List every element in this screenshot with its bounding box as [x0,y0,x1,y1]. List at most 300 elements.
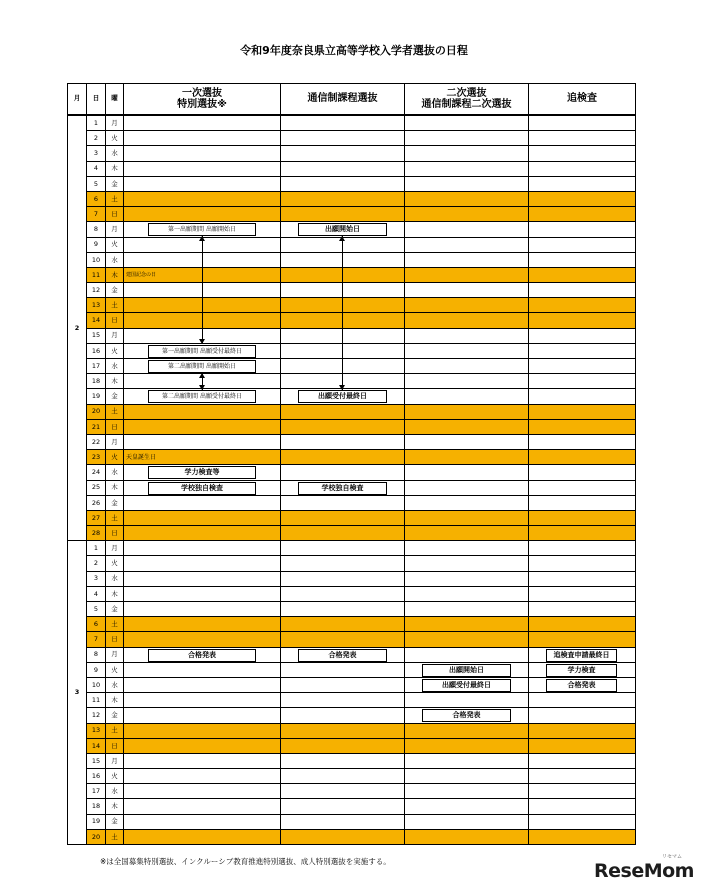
weekday-cell: 土 [106,191,124,206]
day-row [68,677,636,692]
event-cell [529,374,636,389]
event-cell [124,389,281,404]
event-cell [405,829,529,844]
header-second-selection [405,84,529,116]
event-cell [405,662,529,677]
schedule-table [67,83,636,845]
day-cell: 2 [87,556,106,571]
day-cell: 18 [87,374,106,389]
event-cell [405,313,529,328]
event-cell [529,207,636,222]
weekday-cell: 土 [106,510,124,525]
event-cell [405,434,529,449]
event-cell [405,404,529,419]
event-cell [405,146,529,161]
weekday-cell: 火 [106,450,124,465]
day-cell: 6 [87,617,106,632]
event-cell [124,131,281,146]
day-row [68,602,636,617]
header-row [68,84,636,116]
day-cell: 12 [87,708,106,723]
event-cell [124,176,281,191]
day-cell: 11 [87,693,106,708]
event-cell [529,389,636,404]
event-cell [281,632,405,647]
event-cell [281,814,405,829]
day-row [68,283,636,298]
event-cell [281,556,405,571]
event-cell [281,738,405,753]
event-cell [281,677,405,692]
weekday-cell: 木 [106,586,124,601]
event-cell [281,526,405,541]
header-first-selection-line1: 一次選抜 [182,87,222,99]
day-row [68,419,636,434]
event-box: 第一出願期間 出願開始日 [148,223,256,236]
event-cell [529,829,636,844]
event-cell [405,708,529,723]
event-cell [124,207,281,222]
event-cell [124,708,281,723]
header-second-selection-line1: 二次選抜 [446,87,487,99]
event-cell [281,799,405,814]
event-cell [405,769,529,784]
event-cell [124,434,281,449]
event-cell [281,115,405,131]
event-cell [405,556,529,571]
day-row [68,571,636,586]
event-cell [529,784,636,799]
event-box: 学力検査等 [148,466,256,479]
event-cell [281,191,405,206]
event-cell [529,222,636,237]
event-cell [124,480,281,495]
event-cell [405,632,529,647]
event-cell [281,571,405,586]
month-cell: 2 [68,115,87,541]
day-cell: 5 [87,176,106,191]
event-cell [529,404,636,419]
day-cell: 7 [87,207,106,222]
event-cell [124,571,281,586]
event-cell [124,541,281,556]
header-first-selection [124,84,281,116]
weekday-cell: 火 [106,662,124,677]
day-cell: 12 [87,283,106,298]
event-cell [124,510,281,525]
header-dow: 曜 [106,84,124,116]
event-cell [124,602,281,617]
day-row [68,343,636,358]
event-cell [124,586,281,601]
weekday-cell: 木 [106,799,124,814]
event-cell [529,343,636,358]
day-cell: 13 [87,723,106,738]
event-cell [281,161,405,176]
event-cell [124,647,281,662]
event-cell [281,465,405,480]
day-row [68,450,636,465]
day-cell: 6 [87,191,106,206]
day-row [68,632,636,647]
event-cell [124,799,281,814]
day-cell: 16 [87,343,106,358]
footnote: ※は全国募集特別選抜、インクルーシブ教育推進特別選抜、成人特別選抜を実施する。 [100,857,391,866]
event-cell [529,465,636,480]
day-row [68,434,636,449]
header-second-selection-line2: 通信制課程二次選抜 [421,99,512,110]
event-box: 出願受付最終日 [422,679,511,692]
weekday-cell: 日 [106,632,124,647]
weekday-cell: 木 [106,161,124,176]
event-cell [124,146,281,161]
event-cell [529,267,636,282]
event-box: 合格発表 [298,649,387,662]
event-cell [405,723,529,738]
event-cell [281,586,405,601]
event-cell [405,571,529,586]
event-cell [529,526,636,541]
day-row [68,313,636,328]
event-box: 出願開始日 [422,664,511,677]
event-cell [529,677,636,692]
event-cell [405,207,529,222]
event-cell [281,450,405,465]
day-row [68,769,636,784]
event-cell [405,677,529,692]
day-cell: 4 [87,586,106,601]
event-cell [529,434,636,449]
event-cell [405,480,529,495]
event-cell [529,586,636,601]
day-row [68,693,636,708]
day-cell: 7 [87,632,106,647]
day-row [68,708,636,723]
event-cell [405,237,529,252]
event-cell [529,450,636,465]
weekday-cell: 水 [106,784,124,799]
event-cell [124,359,281,374]
event-cell [405,799,529,814]
event-cell [405,298,529,313]
event-cell [529,313,636,328]
event-cell [281,146,405,161]
event-box: 学校独自検査 [148,482,256,495]
event-cell [281,753,405,768]
day-cell: 28 [87,526,106,541]
header-month: 月 [68,84,87,116]
day-row [68,237,636,252]
event-cell [529,769,636,784]
weekday-cell: 金 [106,495,124,510]
event-cell [529,571,636,586]
day-cell: 15 [87,328,106,343]
day-row [68,495,636,510]
day-row [68,617,636,632]
period-arrow [202,373,203,390]
weekday-cell: 木 [106,693,124,708]
event-box: 出願開始日 [298,223,387,236]
weekday-cell: 月 [106,434,124,449]
day-row [68,738,636,753]
header-correspondence-selection: 通信制課程選抜 [281,84,405,116]
day-row [68,161,636,176]
weekday-cell: 木 [106,480,124,495]
event-cell [405,647,529,662]
weekday-cell: 日 [106,207,124,222]
day-row [68,586,636,601]
event-cell [281,510,405,525]
event-cell [405,526,529,541]
event-box: 合格発表 [148,649,256,662]
event-cell [124,784,281,799]
weekday-cell: 木 [106,267,124,282]
event-cell [281,708,405,723]
event-cell [124,814,281,829]
weekday-cell: 火 [106,769,124,784]
weekday-cell: 月 [106,647,124,662]
event-cell [124,450,281,465]
event-cell [405,267,529,282]
weekday-cell: 木 [106,374,124,389]
event-cell [281,222,405,237]
event-cell [281,723,405,738]
event-cell [529,602,636,617]
event-cell [281,404,405,419]
event-cell [281,784,405,799]
day-cell: 21 [87,419,106,434]
event-cell [281,176,405,191]
month-cell: 3 [68,541,87,845]
day-cell: 9 [87,237,106,252]
day-cell: 1 [87,541,106,556]
weekday-cell: 水 [106,252,124,267]
event-cell [405,343,529,358]
event-cell [124,115,281,131]
event-cell [529,541,636,556]
event-cell [529,556,636,571]
weekday-cell: 月 [106,753,124,768]
event-cell [405,359,529,374]
event-cell [529,191,636,206]
weekday-cell: 金 [106,602,124,617]
weekday-cell: 金 [106,176,124,191]
event-cell [281,617,405,632]
event-cell [124,662,281,677]
event-cell [529,647,636,662]
weekday-cell: 月 [106,222,124,237]
period-arrow [342,236,343,390]
event-cell [405,222,529,237]
event-cell [529,662,636,677]
event-cell [405,161,529,176]
day-row [68,799,636,814]
event-cell [405,115,529,131]
event-box: 学校独自検査 [298,482,387,495]
event-cell [281,480,405,495]
day-row [68,480,636,495]
event-cell [405,283,529,298]
resemom-logo: ReseMom [594,860,694,882]
event-cell [124,161,281,176]
day-cell: 11 [87,267,106,282]
event-cell [124,617,281,632]
event-cell [281,662,405,677]
day-row [68,252,636,267]
event-cell [405,131,529,146]
event-cell [124,495,281,510]
day-row [68,115,636,131]
day-row [68,146,636,161]
day-cell: 9 [87,662,106,677]
day-row [68,829,636,844]
day-row [68,176,636,191]
event-cell [124,191,281,206]
event-cell [529,495,636,510]
weekday-cell: 月 [106,115,124,131]
event-cell [529,632,636,647]
day-row [68,784,636,799]
day-cell: 14 [87,738,106,753]
weekday-cell: 金 [106,708,124,723]
weekday-cell: 土 [106,829,124,844]
weekday-cell: 日 [106,419,124,434]
event-cell [124,753,281,768]
event-cell [281,207,405,222]
event-cell [124,829,281,844]
event-cell [405,176,529,191]
event-cell [405,450,529,465]
weekday-cell: 火 [106,131,124,146]
event-cell [529,359,636,374]
day-cell: 23 [87,450,106,465]
event-cell [281,495,405,510]
weekday-cell: 火 [106,237,124,252]
event-cell [281,769,405,784]
event-cell [124,723,281,738]
day-cell: 26 [87,495,106,510]
event-box: 合格発表 [422,709,511,722]
header-make-up-exam: 追検査 [529,84,636,116]
event-cell [529,799,636,814]
event-cell [529,161,636,176]
weekday-cell: 月 [106,328,124,343]
event-cell [405,191,529,206]
event-cell [405,541,529,556]
event-cell [405,374,529,389]
weekday-cell: 土 [106,404,124,419]
event-cell [281,829,405,844]
weekday-cell: 金 [106,283,124,298]
event-cell [124,343,281,358]
day-row [68,374,636,389]
day-cell: 20 [87,829,106,844]
event-cell [405,617,529,632]
event-cell [529,237,636,252]
event-cell [124,693,281,708]
event-cell [529,115,636,131]
event-cell [405,814,529,829]
event-box: 合格発表 [546,679,617,692]
day-cell: 17 [87,359,106,374]
event-box: 第二出願期間 出願受付最終日 [148,390,256,403]
holiday-note: 建国記念の日 [126,272,157,279]
event-cell [281,131,405,146]
event-box: 学力検査 [546,664,617,677]
day-cell: 1 [87,115,106,131]
event-cell [529,723,636,738]
event-cell [281,389,405,404]
weekday-cell: 日 [106,526,124,541]
event-cell [405,602,529,617]
day-row [68,191,636,206]
day-row [68,723,636,738]
weekday-cell: 火 [106,556,124,571]
event-cell [529,419,636,434]
holiday-note: 天皇誕生日 [126,453,157,461]
day-cell: 10 [87,252,106,267]
weekday-cell: 水 [106,571,124,586]
event-cell [529,753,636,768]
event-cell [124,419,281,434]
event-cell [405,252,529,267]
day-cell: 14 [87,313,106,328]
day-row [68,510,636,525]
event-cell [405,510,529,525]
weekday-cell: 水 [106,677,124,692]
day-row [68,662,636,677]
day-cell: 20 [87,404,106,419]
event-cell [405,784,529,799]
day-cell: 24 [87,465,106,480]
day-cell: 19 [87,389,106,404]
event-box: 追検査申請最終日 [546,649,617,662]
event-box: 第二出願期間 出願開始日 [148,360,256,373]
day-row [68,131,636,146]
day-row [68,207,636,222]
day-cell: 16 [87,769,106,784]
header-day: 日 [87,84,106,116]
event-cell [405,389,529,404]
event-cell [405,328,529,343]
event-cell [405,738,529,753]
event-cell [281,541,405,556]
event-cell [529,328,636,343]
event-box: 第一出願期間 出願受付最終日 [148,345,256,358]
event-cell [281,434,405,449]
event-cell [529,708,636,723]
event-cell [124,222,281,237]
day-cell: 17 [87,784,106,799]
event-cell [529,693,636,708]
day-cell: 10 [87,677,106,692]
day-cell: 25 [87,480,106,495]
day-cell: 15 [87,753,106,768]
day-cell: 5 [87,602,106,617]
day-row [68,389,636,404]
weekday-cell: 金 [106,814,124,829]
event-cell [124,556,281,571]
weekday-cell: 水 [106,359,124,374]
day-cell: 27 [87,510,106,525]
event-cell [405,693,529,708]
event-cell [529,510,636,525]
day-cell: 19 [87,814,106,829]
event-cell [281,647,405,662]
event-cell [405,419,529,434]
header-first-selection-line2: 特別選抜※ [177,99,227,110]
period-arrow [202,236,203,345]
